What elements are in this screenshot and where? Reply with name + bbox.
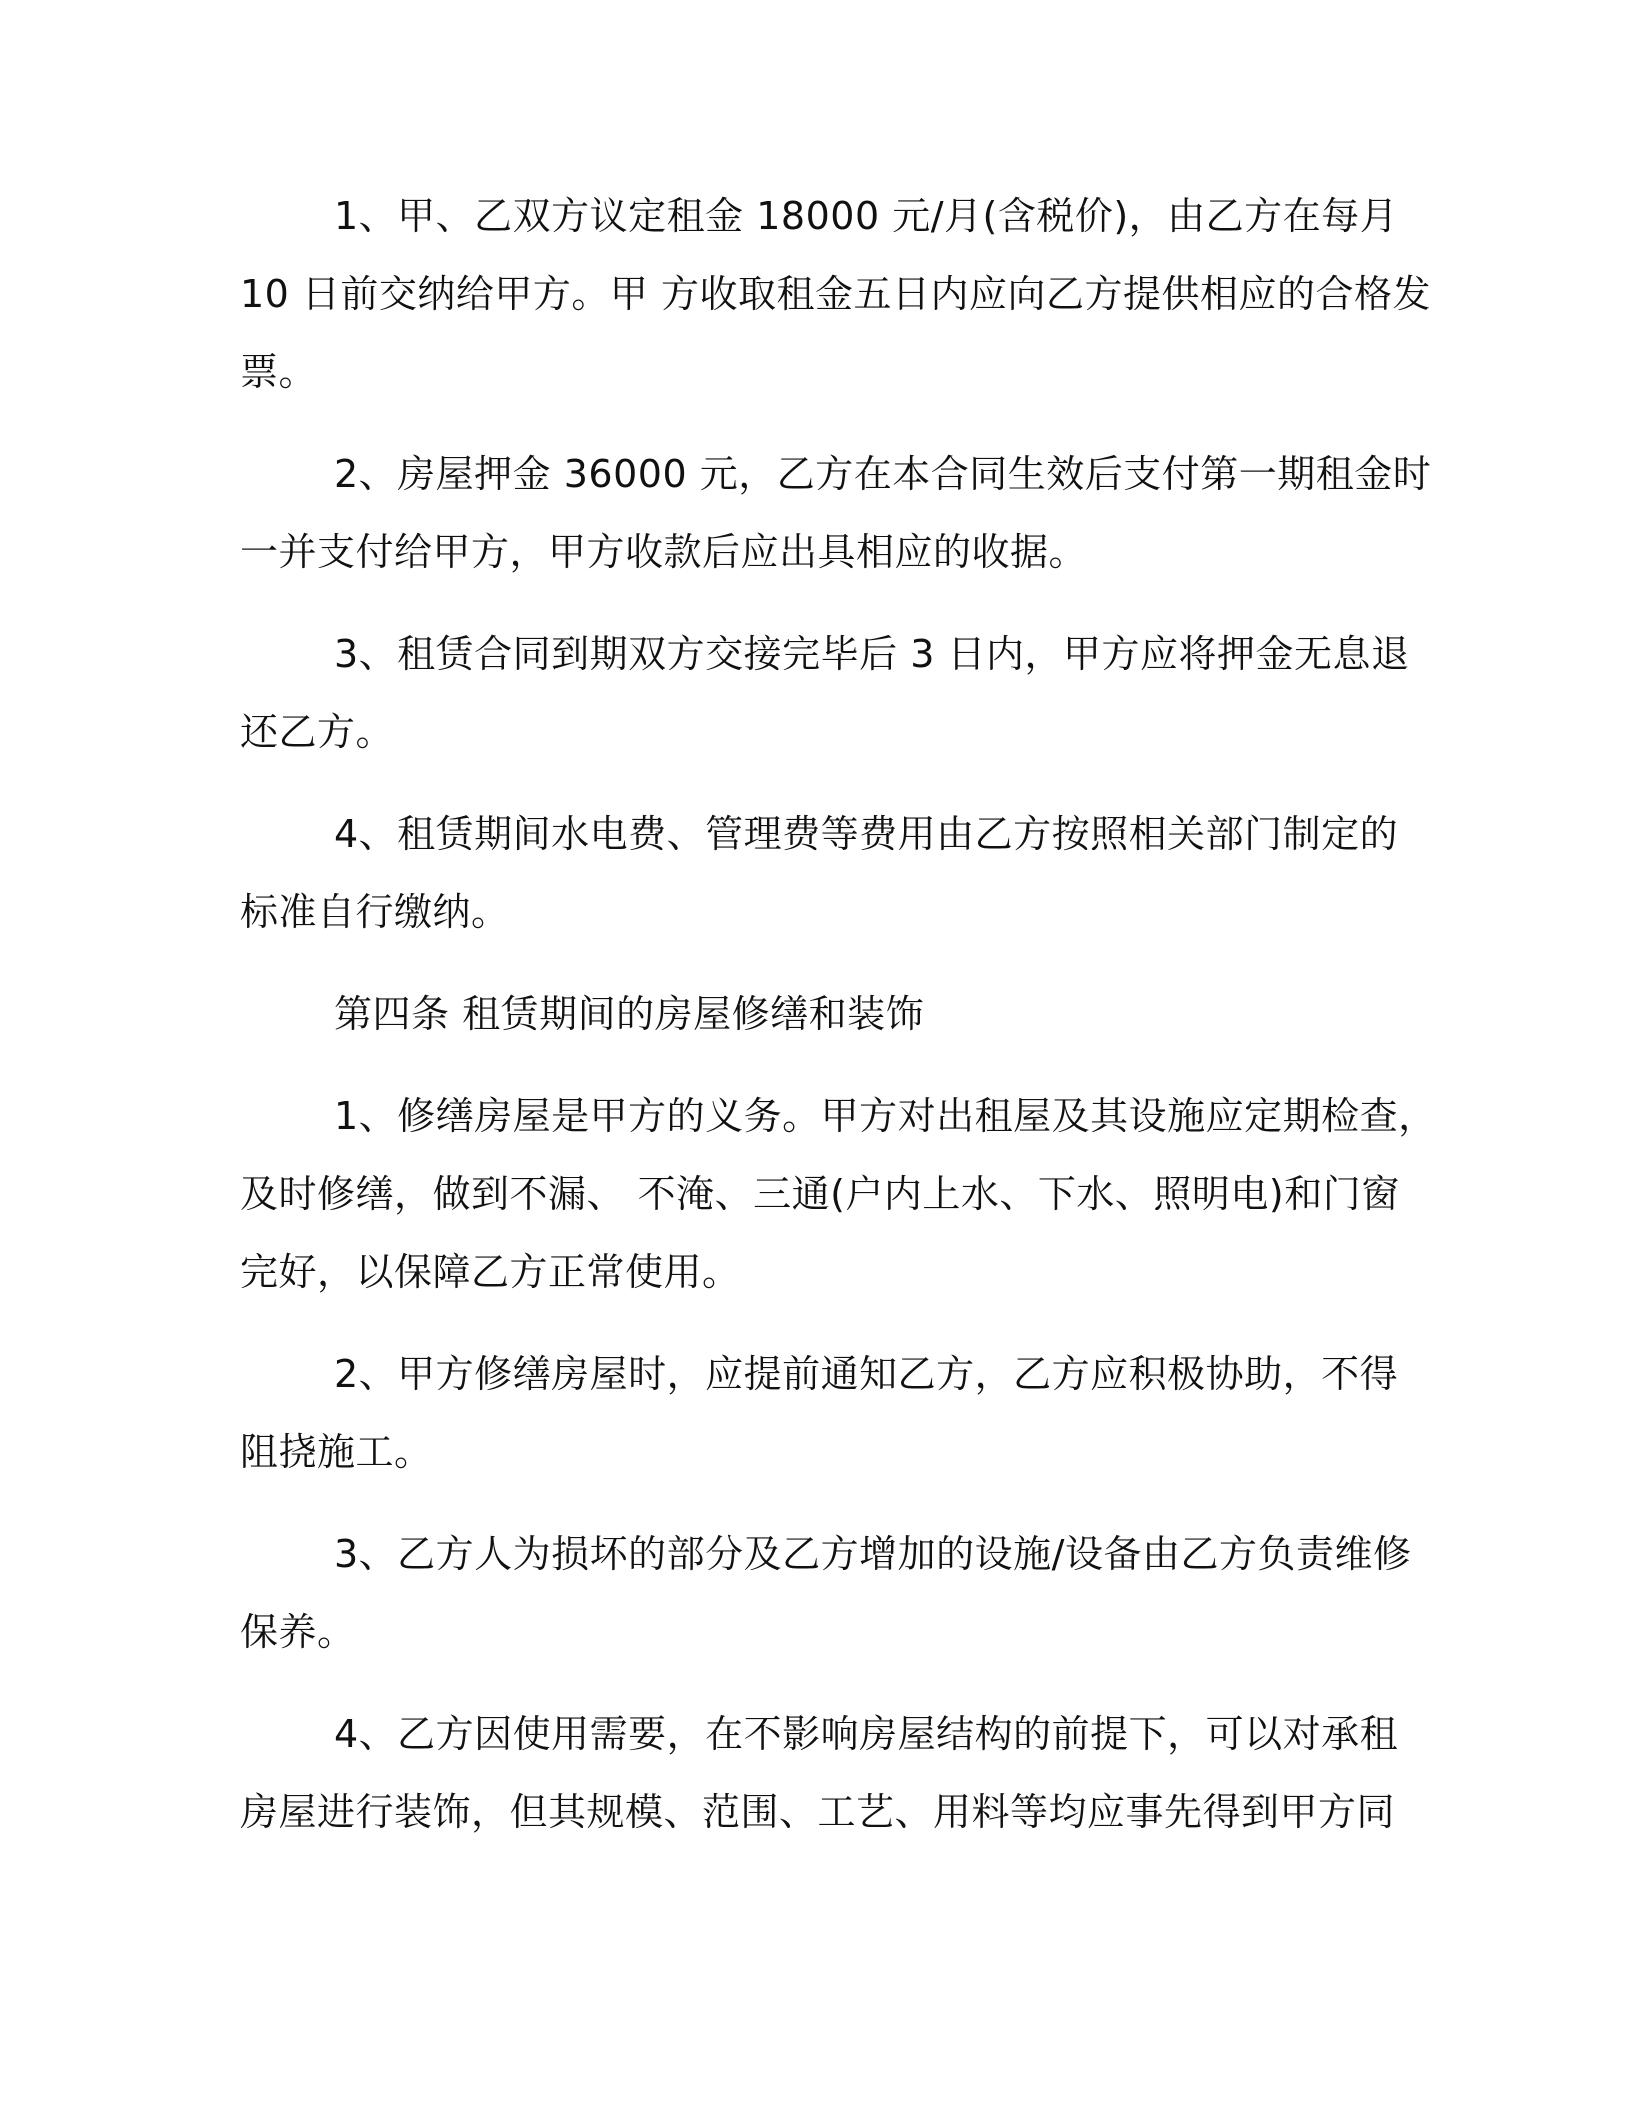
- section-heading: 第四条 租赁期间的房屋修缮和装饰: [334, 992, 925, 1036]
- paragraph-line: 标准自行缴纳。: [240, 890, 510, 934]
- paragraph-line: 完好，以保障乙方正常使用。: [240, 1250, 741, 1294]
- paragraph-line: 1、修缮房屋是甲方的义务。甲方对出租屋及其设施应定期检查，: [334, 1094, 1437, 1138]
- paragraph-line: 2、房屋押金 36000 元，乙方在本合同生效后支付第一期租金时: [334, 452, 1432, 496]
- paragraph-line: 及时修缮，做到不漏、 不淹、三通(户内上水、下水、照明电)和门窗: [240, 1172, 1400, 1216]
- paragraph-line: 1、甲、乙双方议定租金 18000 元/月(含税价)，由乙方在每月: [334, 194, 1399, 238]
- paragraph-line: 4、租赁期间水电费、管理费等费用由乙方按照相关部门制定的: [334, 812, 1399, 856]
- paragraph-line: 保养。: [240, 1610, 356, 1654]
- paragraph-line: 10 日前交纳给甲方。甲 方收取租金五日内应向乙方提供相应的合格发: [240, 272, 1432, 316]
- paragraph-line: 3、租赁合同到期双方交接完毕后 3 日内，甲方应将押金无息退: [334, 632, 1410, 676]
- paragraph-line: 阻挠施工。: [240, 1430, 433, 1474]
- paragraph-line: 一并支付给甲方，甲方收款后应出具相应的收据。: [240, 530, 1088, 574]
- paragraph-line: 票。: [240, 350, 318, 394]
- paragraph-line: 还乙方。: [240, 710, 395, 754]
- paragraph-line: 2、甲方修缮房屋时，应提前通知乙方，乙方应积极协助，不得: [334, 1352, 1399, 1396]
- paragraph-line: 房屋进行装饰，但其规模、范围、工艺、用料等均应事先得到甲方同: [240, 1790, 1396, 1834]
- paragraph-line: 4、乙方因使用需要，在不影响房屋结构的前提下，可以对承租: [334, 1712, 1399, 1756]
- paragraph-line: 3、乙方人为损坏的部分及乙方增加的设施/设备由乙方负责维修: [334, 1532, 1412, 1576]
